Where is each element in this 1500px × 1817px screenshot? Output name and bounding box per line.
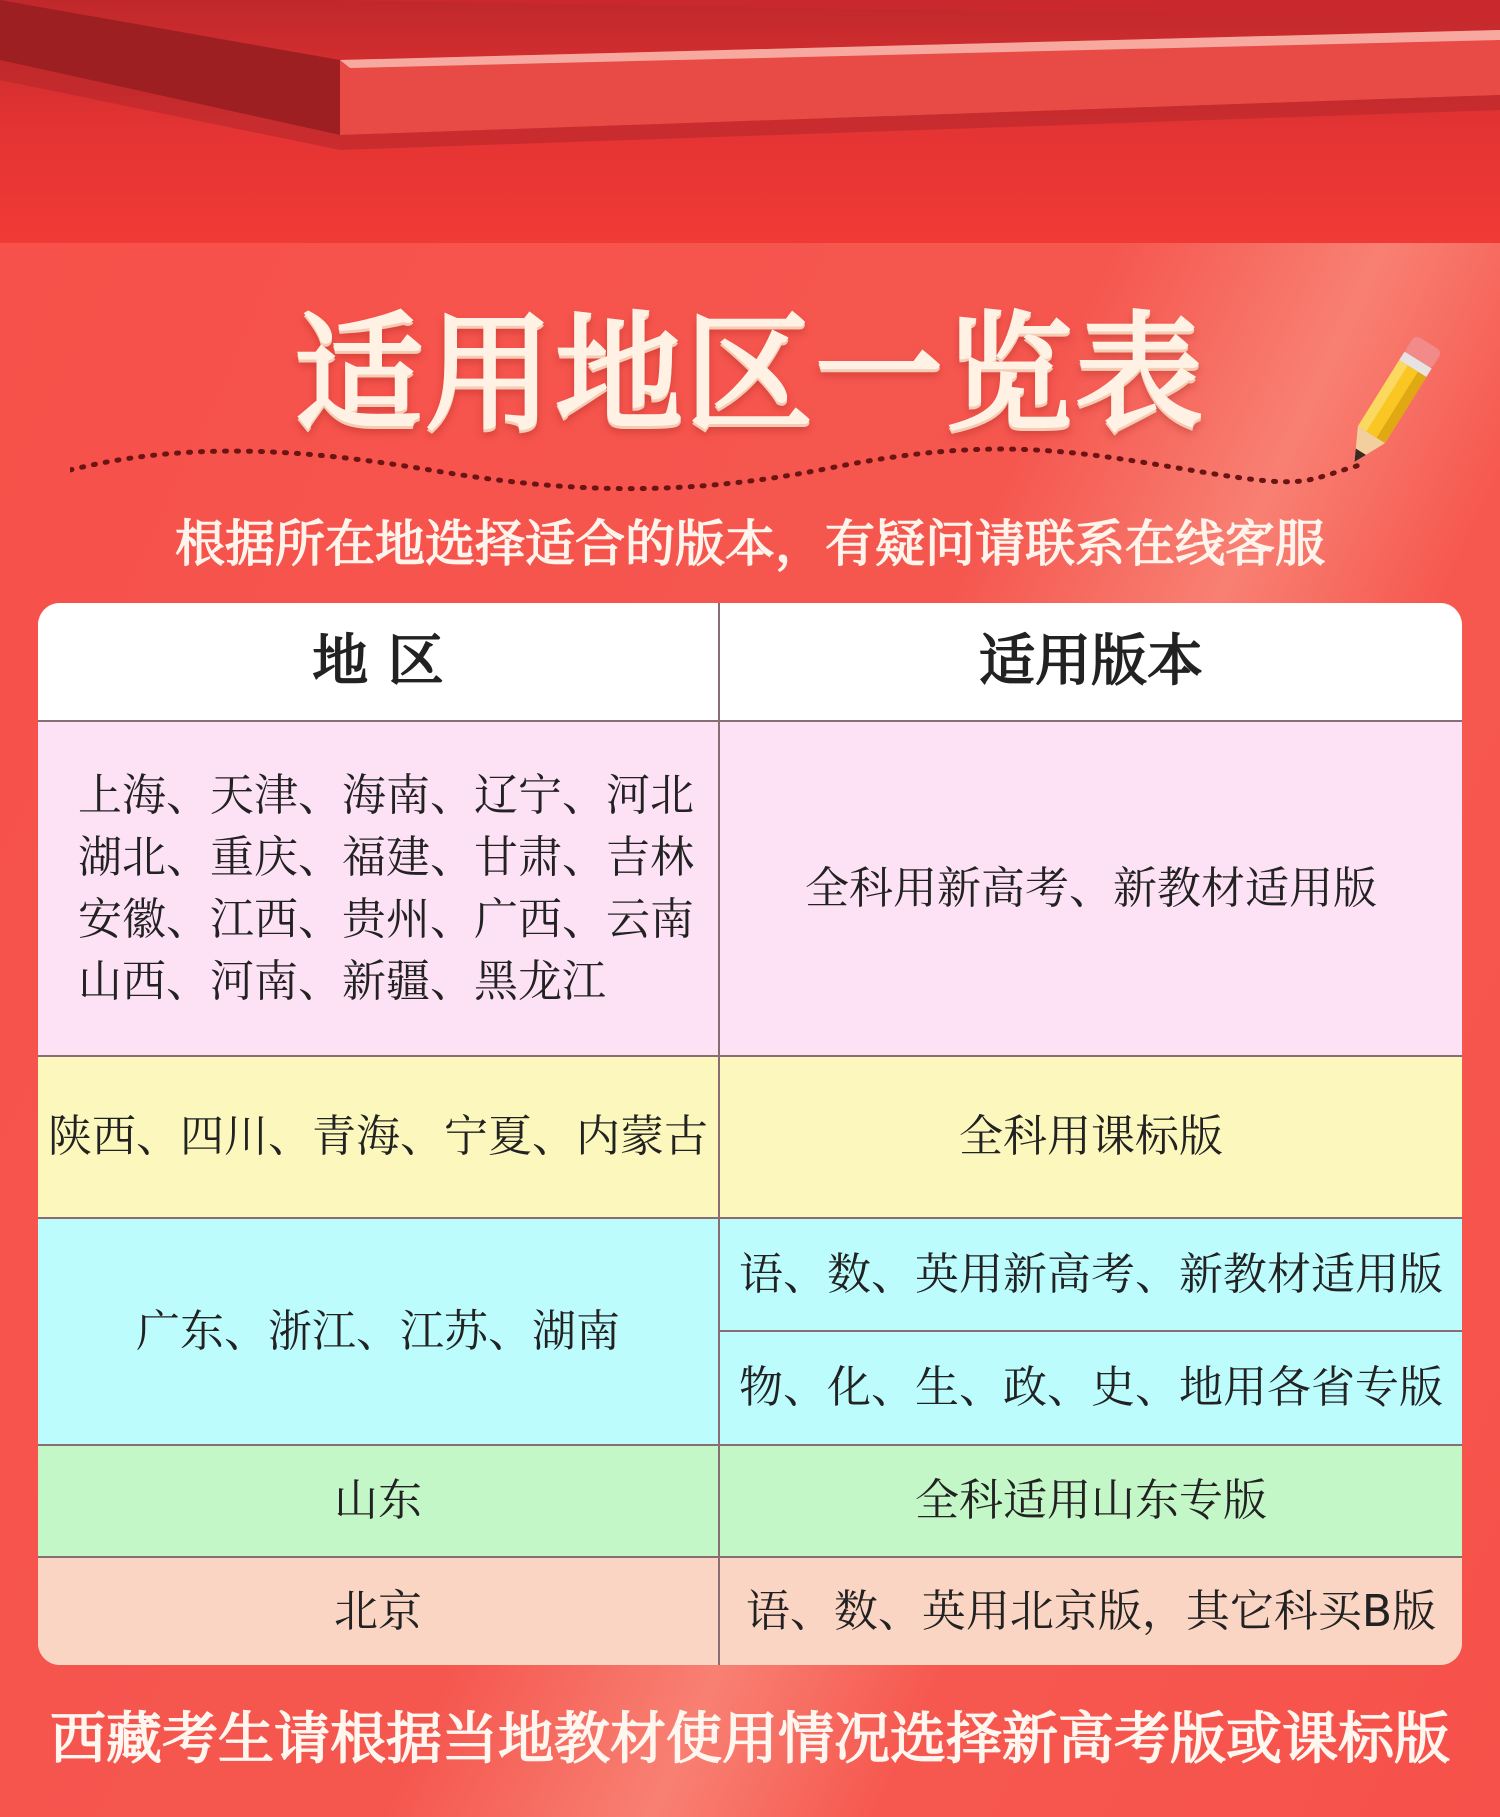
page-title: 适用地区一览表 [294,300,1205,449]
row-3-version-a: 语、数、英用新高考、新教材适用版 [720,1219,1462,1330]
row-2-region: 陕西、四川、青海、宁夏、内蒙古 [38,1057,718,1217]
table-row-divider [38,1444,1462,1446]
row-3-version-b: 物、化、生、政、史、地用各省专版 [720,1332,1462,1444]
region-line: 湖北、重庆、福建、甘肃、吉林 [78,831,694,883]
table-row-divider [38,1055,1462,1057]
top-banner [0,0,1500,243]
row-5-region: 北京 [38,1558,718,1665]
region-line: 安徽、江西、贵州、广西、云南 [78,893,694,945]
header-region: 地 区 [38,603,718,720]
bottom-note: 西藏考生请根据当地教材使用情况选择新高考版或课标版 [50,1707,1450,1772]
row-4-region: 山东 [38,1446,718,1556]
row-3-region: 广东、浙江、江苏、湖南 [38,1219,718,1444]
table-subrow-divider [720,1330,1462,1332]
table-row-divider [38,720,1462,722]
table-column-divider [718,603,720,1665]
row-1-version: 全科用新高考、新教材适用版 [720,722,1462,1055]
row-4-version: 全科适用山东专版 [720,1446,1462,1556]
table-row-divider [38,1217,1462,1219]
header-version: 适用版本 [720,603,1462,720]
table-row-divider [38,1556,1462,1558]
wavy-dotted-divider [70,440,1360,500]
region-line: 上海、天津、海南、辽宁、河北 [78,769,694,821]
row-5-version: 语、数、英用北京版，其它科买B版 [720,1558,1462,1665]
region-table [38,603,1462,1665]
row-1-region [38,722,718,1055]
subtitle: 根据所在地选择适合的版本，有疑问请联系在线客服 [175,515,1325,573]
book-edge-decoration [0,0,1500,243]
row-2-version: 全科用课标版 [720,1057,1462,1217]
region-line: 山西、河南、新疆、黑龙江 [78,955,606,1007]
